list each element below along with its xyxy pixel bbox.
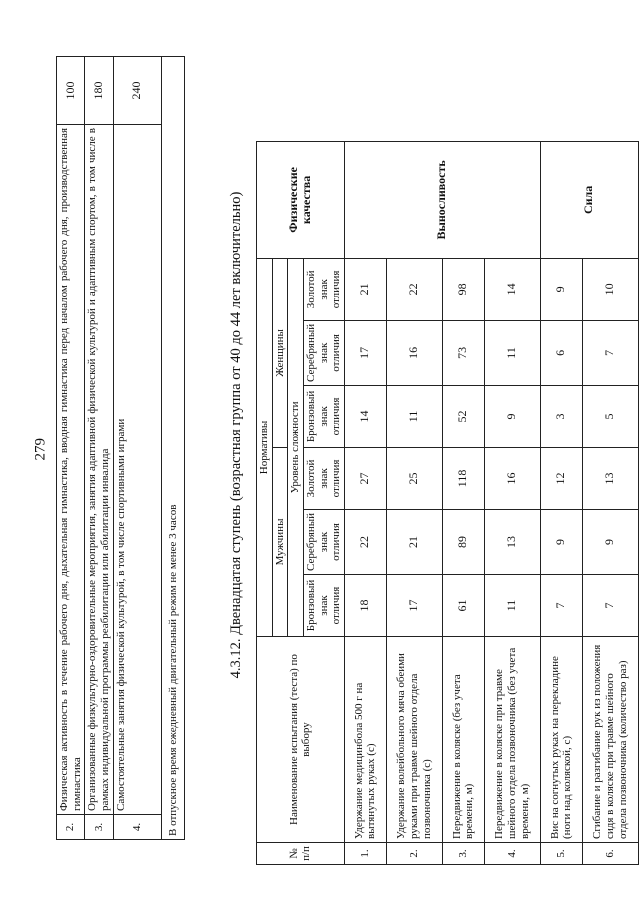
- row-number: 4.: [484, 843, 540, 865]
- women-bronze-value: 3: [540, 385, 582, 447]
- women-silver-value: 7: [582, 320, 638, 385]
- women-silver-value: 6: [540, 320, 582, 385]
- women-gold-value: 22: [386, 258, 442, 320]
- test-name: Сгибание и разгибание рук из положения сидя в коляске при травме шейного отдела позвоночника (количество раз): [582, 637, 638, 843]
- header-test-name: Наименование испытания (теста) по выбору: [257, 637, 345, 843]
- women-bronze-value: 14: [344, 385, 386, 447]
- quality-endurance: Выносливость: [344, 141, 540, 258]
- vacation-note: В отпускное время ежедневный двигательный режим не менее 3 часов: [161, 57, 185, 840]
- women-gold-value: 10: [582, 258, 638, 320]
- men-bronze-value: 11: [484, 575, 540, 637]
- men-silver-value: 22: [344, 509, 386, 574]
- women-bronze-value: 9: [484, 385, 540, 447]
- table-row: [113, 57, 161, 840]
- men-bronze-value: 61: [442, 575, 484, 637]
- men-gold-value: 12: [540, 447, 582, 509]
- men-bronze-value: 7: [582, 575, 638, 637]
- men-gold-value: 118: [442, 447, 484, 509]
- header-normatives: Нормативы: [257, 258, 273, 636]
- men-gold-value: 27: [344, 447, 386, 509]
- table-row: [344, 141, 386, 864]
- header-men-bronze: Бронзовый знак отличия: [303, 575, 344, 637]
- row-number: 5.: [540, 843, 582, 865]
- header-men: Мужчины: [272, 447, 288, 636]
- row-number: 2.: [57, 815, 85, 840]
- header-qualities: Физические качества: [257, 141, 345, 258]
- women-bronze-value: 11: [386, 385, 442, 447]
- row-number: 4.: [113, 815, 161, 840]
- activity-minutes: 100: [57, 57, 85, 125]
- women-silver-value: 16: [386, 320, 442, 385]
- page-number: 279: [32, 438, 49, 461]
- header-men-gold: Золотой знак отличия: [303, 447, 344, 509]
- women-bronze-value: 52: [442, 385, 484, 447]
- activity-description: Физическая активность в течение рабочего дня, дыхательная гимнастика, вводная гимнастика перед началом рабочего дня, производственная гимнастика: [57, 125, 85, 815]
- section-title: 4.3.12. Двенадцатая ступень (возрастная группа от 40 до 44 лет включительно): [228, 191, 244, 679]
- women-gold-value: 14: [484, 258, 540, 320]
- quality-strength: Сила: [540, 141, 638, 258]
- header-women-silver: Серебряный знак отличия: [303, 320, 344, 385]
- normatives-table: [256, 141, 639, 865]
- activity-description: Организованные физкультурно-оздоровительные мероприятия, занятия адаптивной физической культурой и адаптивным спортом, в том числе в рамках индивидуальной программы реабилитации или абилитации инвалида: [85, 125, 113, 815]
- men-bronze-value: 17: [386, 575, 442, 637]
- test-name: Передвижение в коляске (без учета времени, м): [442, 637, 484, 843]
- header-men-silver: Серебряный знак отличия: [303, 509, 344, 574]
- activity-table: [56, 56, 185, 840]
- test-name: Удержание медицинбола 500 г на вытянутых руках (с): [344, 637, 386, 843]
- test-name: Передвижение в коляске при травме шейного отдела позвоночника (без учета времени, м): [484, 637, 540, 843]
- men-bronze-value: 18: [344, 575, 386, 637]
- women-gold-value: 98: [442, 258, 484, 320]
- table-row: [85, 57, 113, 840]
- header-difficulty: Уровень сложности: [288, 258, 304, 636]
- row-number: 3.: [442, 843, 484, 865]
- men-silver-value: 9: [582, 509, 638, 574]
- header-num: № п/п: [257, 843, 345, 865]
- men-gold-value: 25: [386, 447, 442, 509]
- men-silver-value: 9: [540, 509, 582, 574]
- men-gold-value: 16: [484, 447, 540, 509]
- header-women: Женщины: [272, 258, 288, 447]
- row-number: 6.: [582, 843, 638, 865]
- activity-description: Самостоятельные занятия физической культурой, в том числе спортивными играми: [113, 125, 161, 815]
- row-number: 3.: [85, 815, 113, 840]
- men-gold-value: 13: [582, 447, 638, 509]
- table-row: [57, 57, 85, 840]
- header-women-gold: Золотой знак отличия: [303, 258, 344, 320]
- header-women-bronze: Бронзовый знак отличия: [303, 385, 344, 447]
- women-silver-value: 17: [344, 320, 386, 385]
- men-silver-value: 89: [442, 509, 484, 574]
- table-row: [161, 57, 185, 840]
- row-number: 2.: [386, 843, 442, 865]
- row-number: 1.: [344, 843, 386, 865]
- women-silver-value: 73: [442, 320, 484, 385]
- men-bronze-value: 7: [540, 575, 582, 637]
- women-silver-value: 11: [484, 320, 540, 385]
- test-name: Вис на согнутых руках на перекладине (ноги над коляской, с): [540, 637, 582, 843]
- women-gold-value: 21: [344, 258, 386, 320]
- header-row: [257, 141, 273, 864]
- activity-minutes: 180: [85, 57, 113, 125]
- activity-minutes: 240: [113, 57, 161, 125]
- test-name: Удержание волейбольного мяча обеими руками при травме шейного отдела позвоночника (с): [386, 637, 442, 843]
- men-silver-value: 13: [484, 509, 540, 574]
- table-row: [540, 141, 582, 864]
- women-gold-value: 9: [540, 258, 582, 320]
- men-silver-value: 21: [386, 509, 442, 574]
- women-bronze-value: 5: [582, 385, 638, 447]
